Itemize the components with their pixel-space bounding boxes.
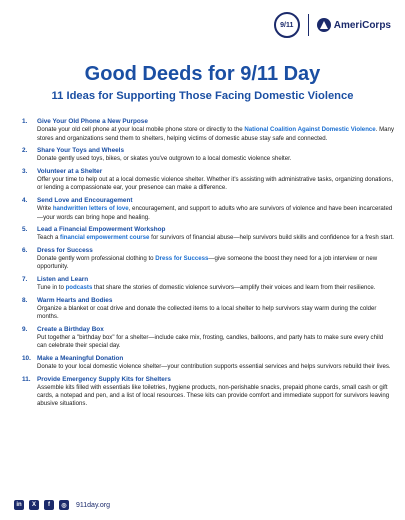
idea-description [37,155,394,163]
idea-description [37,234,394,242]
idea-item [22,168,394,193]
idea-description [37,255,394,272]
idea-item [22,147,394,164]
idea-text: Offer your time to help out at a local domestic violence shelter. Whether it's assisting with administrative tasks, organizing donations, or lending a compassionate ear, your presence can make a difference. [37,176,394,192]
logo-divider [308,14,309,36]
idea-content [37,247,394,272]
idea-text: Organize a blanket or coat drive and donate the collected items to a local shelter to help survivors stay warm during the colder months. [37,304,377,321]
header-logos [274,12,391,38]
idea-number: 2. [22,147,28,155]
x-icon[interactable]: X [29,500,39,510]
idea-number: 7. [22,275,28,283]
idea-title: Listen and Learn [37,275,89,283]
idea-description [37,126,394,143]
idea-description [37,284,394,292]
idea-item [22,276,394,293]
idea-link[interactable]: podcasts [65,284,93,292]
idea-number: 1. [22,118,28,125]
idea-number: 9. [22,325,28,333]
website-link[interactable]: 911day.org [76,501,110,509]
idea-title: Lead a Financial Empowerment Workshop [37,226,166,234]
idea-content [37,197,394,222]
page-subtitle: 11 Ideas for Supporting Those Facing Domestic Violence [51,90,354,102]
idea-description [37,205,394,222]
idea-number: 5. [22,226,28,234]
idea-text-continued: for survivors of financial abuse—help survivors build skills and confidence for a fresh start. [149,234,394,242]
idea-text: Put together a "birthday box" for a shelter—include cake mix, frosting, candles, balloons, and party hats to make sure every child can celebrate their special day. [37,334,384,350]
idea-content [37,168,394,193]
idea-content [37,326,394,351]
idea-text: Donate your old cell phone at your local mobile phone store or directly to the [37,126,245,134]
idea-text: Donate to your local domestic violence shelter—your contribution supports essential services and helps survivors rebuild their lives. [37,363,391,371]
idea-text: Tune in to [37,284,66,292]
idea-number: 11. [22,375,31,383]
idea-link[interactable]: financial empowerment course [60,234,150,242]
page-title: Good Deeds for 9/11 Day [84,63,321,85]
idea-title: Create a Birthday Box [37,325,104,333]
idea-link[interactable]: National Coalition Against Domestic Violence [244,126,376,134]
idea-text-continued: —give someone the boost they need for a job interview or new opportunity. [37,255,378,271]
idea-text: Write [37,205,53,213]
idea-link[interactable]: Dress for Success [155,255,209,263]
idea-title: Share Your Toys and Wheels [37,147,125,155]
idea-number: 3. [22,167,28,175]
idea-description [37,363,394,371]
idea-content [37,226,394,243]
footer [14,500,110,510]
idea-text: Teach a [37,234,61,242]
idea-text-continued: that share the stories of domestic violence survivors—amplify their voices and learn from their resilience. [92,284,376,292]
idea-text-continued: . Many stores and organizations send them to shelters, helping victims of domestic abuse stay safe and connected. [37,126,394,142]
idea-item [22,226,394,243]
idea-description [37,384,394,409]
americorps-mark-icon [317,18,331,32]
idea-content [37,355,394,372]
idea-content [37,147,394,164]
idea-text: Donate gently used toys, bikes, or skates you've outgrown to a local domestic violence shelter. [37,155,292,163]
idea-item [22,326,394,351]
idea-title: Make a Meaningful Donation [37,354,124,362]
idea-item [22,376,394,409]
americorps-logo [317,18,391,32]
idea-description [37,305,394,322]
idea-content [37,297,394,322]
idea-item [22,297,394,322]
idea-item [22,247,394,272]
idea-description [37,176,394,193]
idea-title: Dress for Success [37,246,93,254]
idea-item [22,118,394,143]
idea-title: Send Love and Encouragement [37,196,133,204]
idea-link[interactable]: handwritten letters of love [52,205,129,213]
idea-title: Give Your Old Phone a New Purpose [37,118,148,125]
idea-title: Volunteer at a Shelter [37,167,103,175]
idea-content [37,376,394,409]
idea-number: 6. [22,246,28,254]
americorps-wordmark: AmeriCorps [333,19,391,31]
instagram-icon[interactable]: ◎ [59,500,69,510]
idea-item [22,197,394,222]
idea-number: 10. [22,354,31,362]
idea-number: 4. [22,196,28,204]
ideas-list [22,118,394,413]
idea-text: Donate gently worn professional clothing to [37,255,156,263]
linkedin-icon[interactable]: in [14,500,24,510]
idea-item [22,355,394,372]
idea-number: 8. [22,296,28,304]
idea-text: Assemble kits filled with essentials like toiletries, hygiene products, non-perishable snacks, prepaid phone cards, small cash or gift cards, a notepad and pen, and a list of local resources. These kits can provide comfort and immediate support for survivors leaving abusive situations. [37,383,390,408]
idea-title: Provide Emergency Supply Kits for Shelters [37,375,171,383]
idea-title: Warm Hearts and Bodies [37,296,113,304]
facebook-icon[interactable]: f [44,500,54,510]
idea-content [37,118,394,143]
911-day-logo: 9/11 [274,12,300,38]
idea-text-continued: , encouragement, and support to adults who are survivors of violence and have been incarcerated—your words can bring hope and healing. [37,205,393,221]
idea-content [37,276,394,293]
idea-description [37,334,394,351]
